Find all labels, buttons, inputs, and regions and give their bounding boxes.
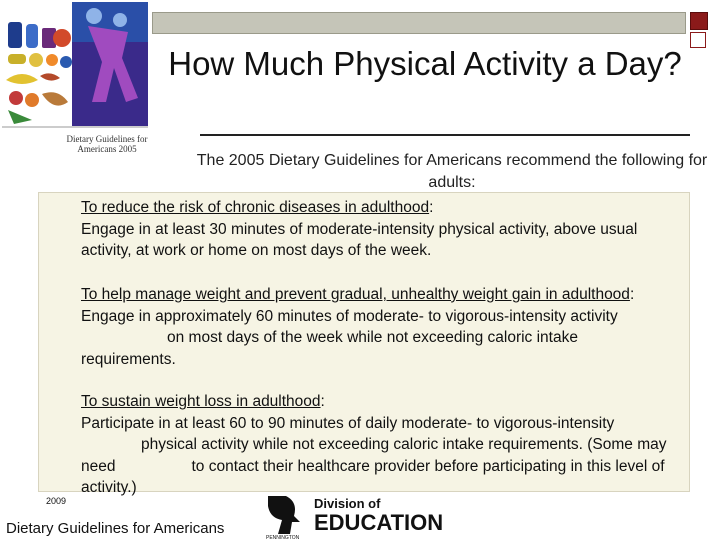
title-bar-decoration [152,12,686,34]
footer-year: 2009 [46,496,67,506]
recommendations-box [38,192,690,496]
slide-subtitle: The 2005 Dietary Guidelines for Americans recommend the following for adults: [196,152,708,191]
division-of-education-logo [264,492,454,540]
doe-logo-line2: EDUCATION [314,510,444,535]
recommendation-item: To help manage weight and prevent gradual, unhealthy weight gain in adulthood: Engage in approximately 60 minutes of moderate- to vigorous-intensity activityon most days of the week while not exceeding caloric intake requirements. [81,286,635,368]
recommendation-text: physical activity while not exceeding caloric intake requirements. (Some may need [81,436,667,475]
recommendation-text: Engage in at least 30 minutes of moderate-intensity physical activity, above usual activity, at work or home on most days of the week. [81,220,638,259]
red-square-decoration [690,12,708,30]
recommendation-heading: To help manage weight and prevent gradual, unhealthy weight gain in adulthood [81,286,630,303]
doe-logo-line1: Division of [314,496,381,511]
dietary-guidelines-logo [0,0,150,170]
doe-logo-small: PENNINGTON [266,535,300,540]
slide-title: How Much Physical Activity a Day? [168,45,682,82]
recommendation-heading: To reduce the risk of chronic diseases in adulthood [81,199,430,216]
recommendation-text: to contact their healthcare provider before participating in this level of activity.) [81,457,665,496]
recommendation-item: To sustain weight loss in adulthood: Participate in at least 60 to 90 minutes of daily moderate- to vigorous-intensityphysical activity while not exceeding caloric intake requirements. (Some may need to contact their healthcare provider before participating in this level of activity.) [81,393,667,496]
recommendation-heading: To sustain weight loss in adulthood [81,393,321,410]
title-divider [200,134,690,136]
recommendation-item: To reduce the risk of chronic diseases in adulthood: Engage in at least 30 minutes of moderate-intensity physical activity, above usual activity, at work or home on most days of the week. [81,199,638,259]
food-and-activity-illustration [2,2,148,128]
recommendation-text: Engage in approximately 60 minutes of moderate- to vigorous-intensity activity [81,307,618,325]
outline-square-decoration [690,32,706,48]
footer-source: Dietary Guidelines for Americans [6,520,225,537]
recommendation-text: Participate in at least 60 to 90 minutes of daily moderate- to vigorous-intensity [81,414,615,432]
logo-caption: Dietary Guidelines for Americans 2005 [66,134,148,154]
recommendation-text: on most days of the week while not exceeding caloric intake requirements. [81,329,578,368]
